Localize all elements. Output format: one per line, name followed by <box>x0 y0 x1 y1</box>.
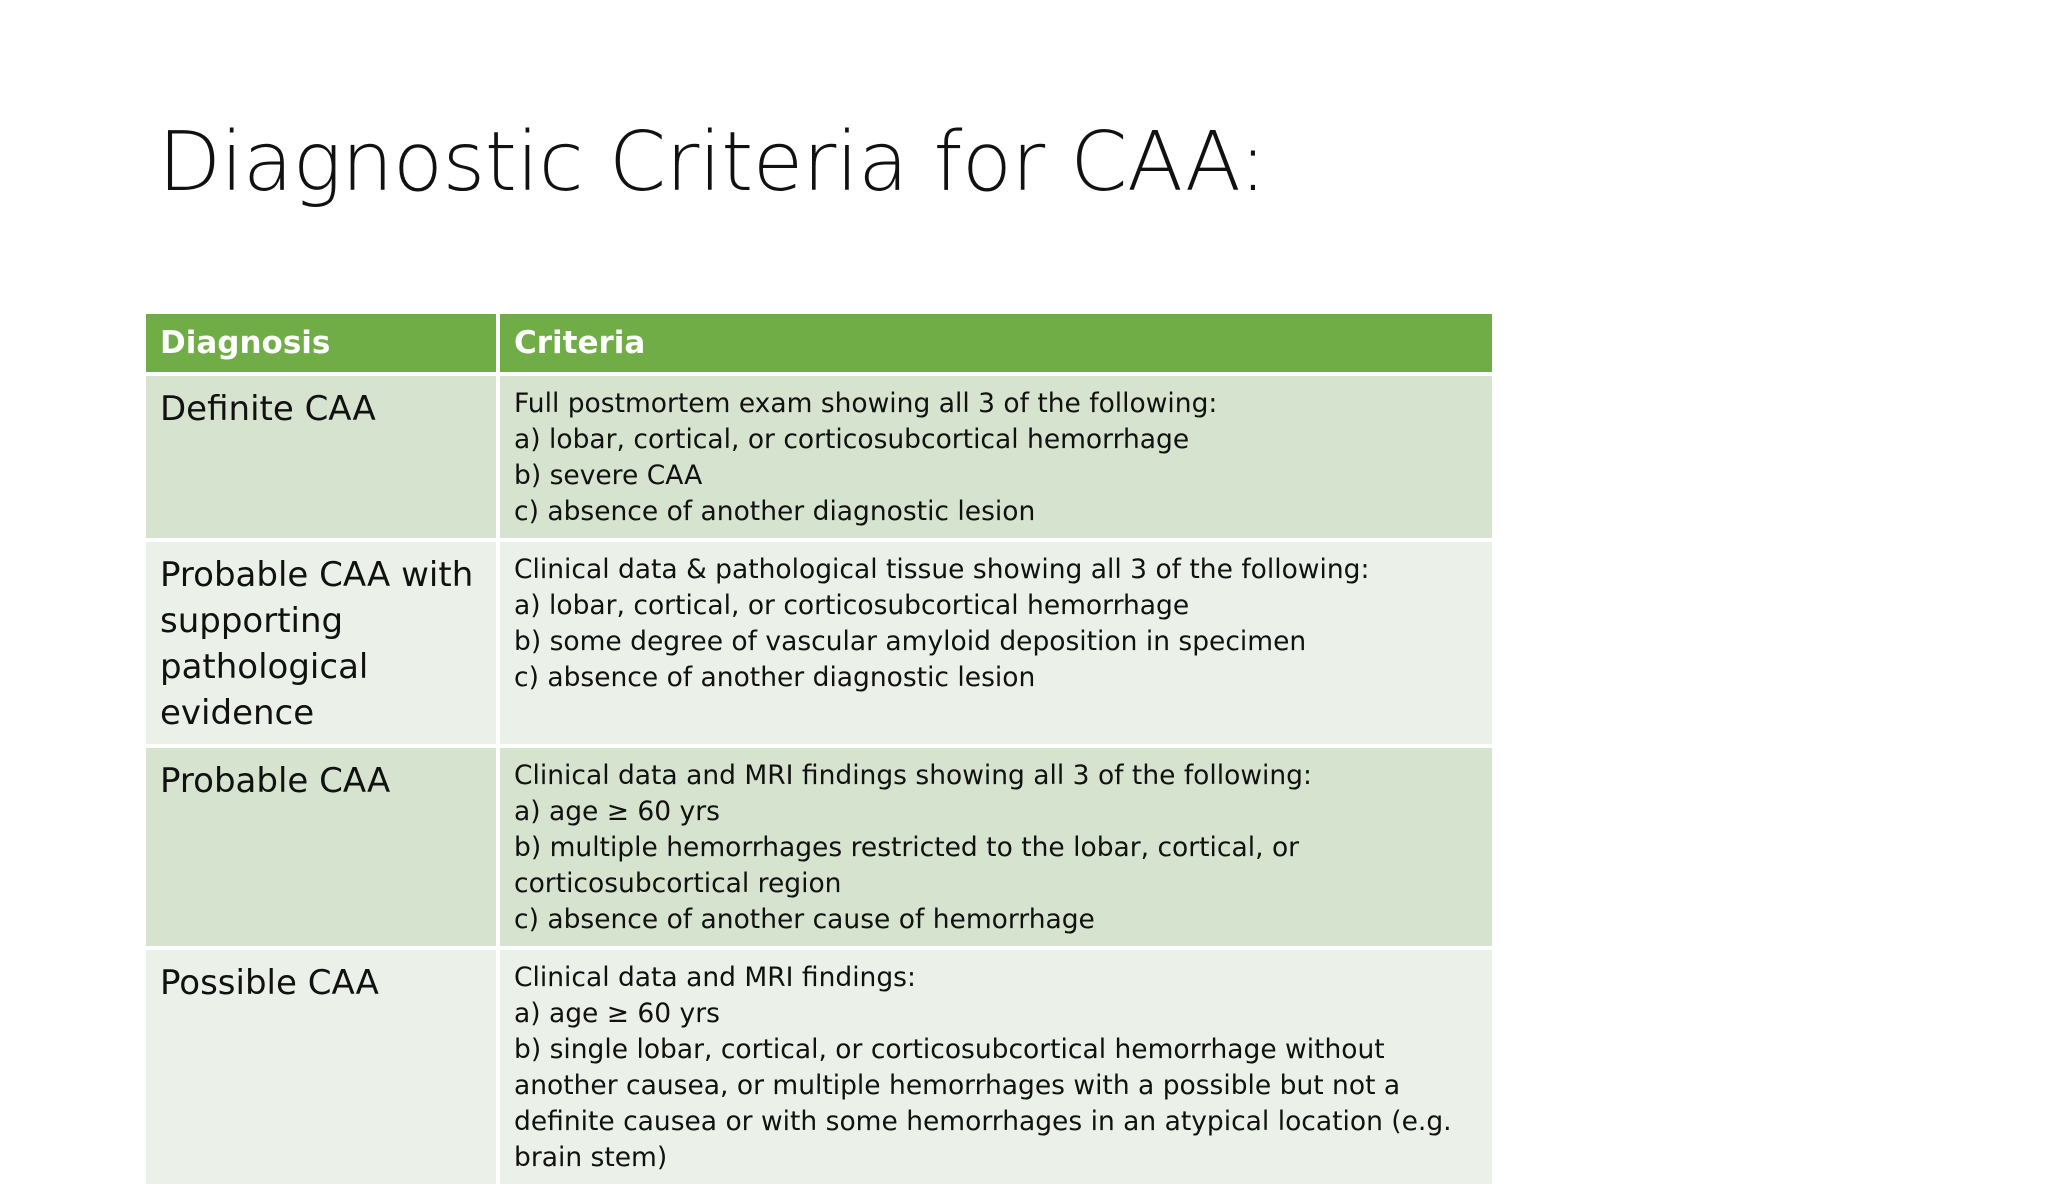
table-row <box>144 540 1494 746</box>
criteria-line: Clinical data and MRI findings: <box>514 962 916 993</box>
criteria-line: c) absence of another diagnostic lesion <box>514 662 1036 693</box>
criteria-cell <box>498 374 1494 540</box>
criteria-line: c) absence of another cause of hemorrhage <box>514 904 1095 935</box>
criteria-line: a) lobar, cortical, or corticosubcortical hemorrhage <box>514 590 1190 621</box>
diagnosis-cell: Probable CAA <box>144 746 498 948</box>
criteria-line: a) lobar, cortical, or corticosubcortical hemorrhage <box>514 424 1190 455</box>
diagnosis-cell: Possible CAA <box>144 948 498 1186</box>
criteria-line: Clinical data and MRI findings showing all 3 of the following: <box>514 760 1312 791</box>
criteria-cell <box>498 746 1494 948</box>
header-criteria: Criteria <box>498 312 1494 374</box>
criteria-line: b) some degree of vascular amyloid deposition in specimen <box>514 626 1307 657</box>
table-row <box>144 374 1494 540</box>
slide-title: Diagnostic Criteria for CAA: <box>158 115 1267 210</box>
criteria-line: c) absence of another diagnostic lesion <box>514 496 1036 527</box>
header-diagnosis: Diagnosis <box>144 312 498 374</box>
criteria-cell <box>498 540 1494 746</box>
criteria-line: a) age ≥ 60 yrs <box>514 998 720 1029</box>
criteria-cell <box>498 948 1494 1186</box>
criteria-line: a) age ≥ 60 yrs <box>514 796 720 827</box>
criteria-line: b) single lobar, cortical, or corticosubcortical hemorrhage without another causea, or multiple hemorrhages with a possible but not a definite causea or with some hemorrhages in an atypical location (e.g. brain stem) <box>514 1034 1452 1173</box>
criteria-line: b) severe CAA <box>514 460 703 491</box>
table-header-row <box>144 312 1494 374</box>
criteria-line: Full postmortem exam showing all 3 of the following: <box>514 388 1218 419</box>
criteria-line: Clinical data & pathological tissue showing all 3 of the following: <box>514 554 1370 585</box>
diagnosis-cell: Definite CAA <box>144 374 498 540</box>
criteria-table <box>142 310 1496 1188</box>
table-row <box>144 948 1494 1186</box>
criteria-line: b) multiple hemorrhages restricted to the lobar, cortical, or corticosubcortical region <box>514 832 1300 899</box>
diagnosis-cell: Probable CAA with supporting pathological evidence <box>144 540 498 746</box>
table-row <box>144 746 1494 948</box>
